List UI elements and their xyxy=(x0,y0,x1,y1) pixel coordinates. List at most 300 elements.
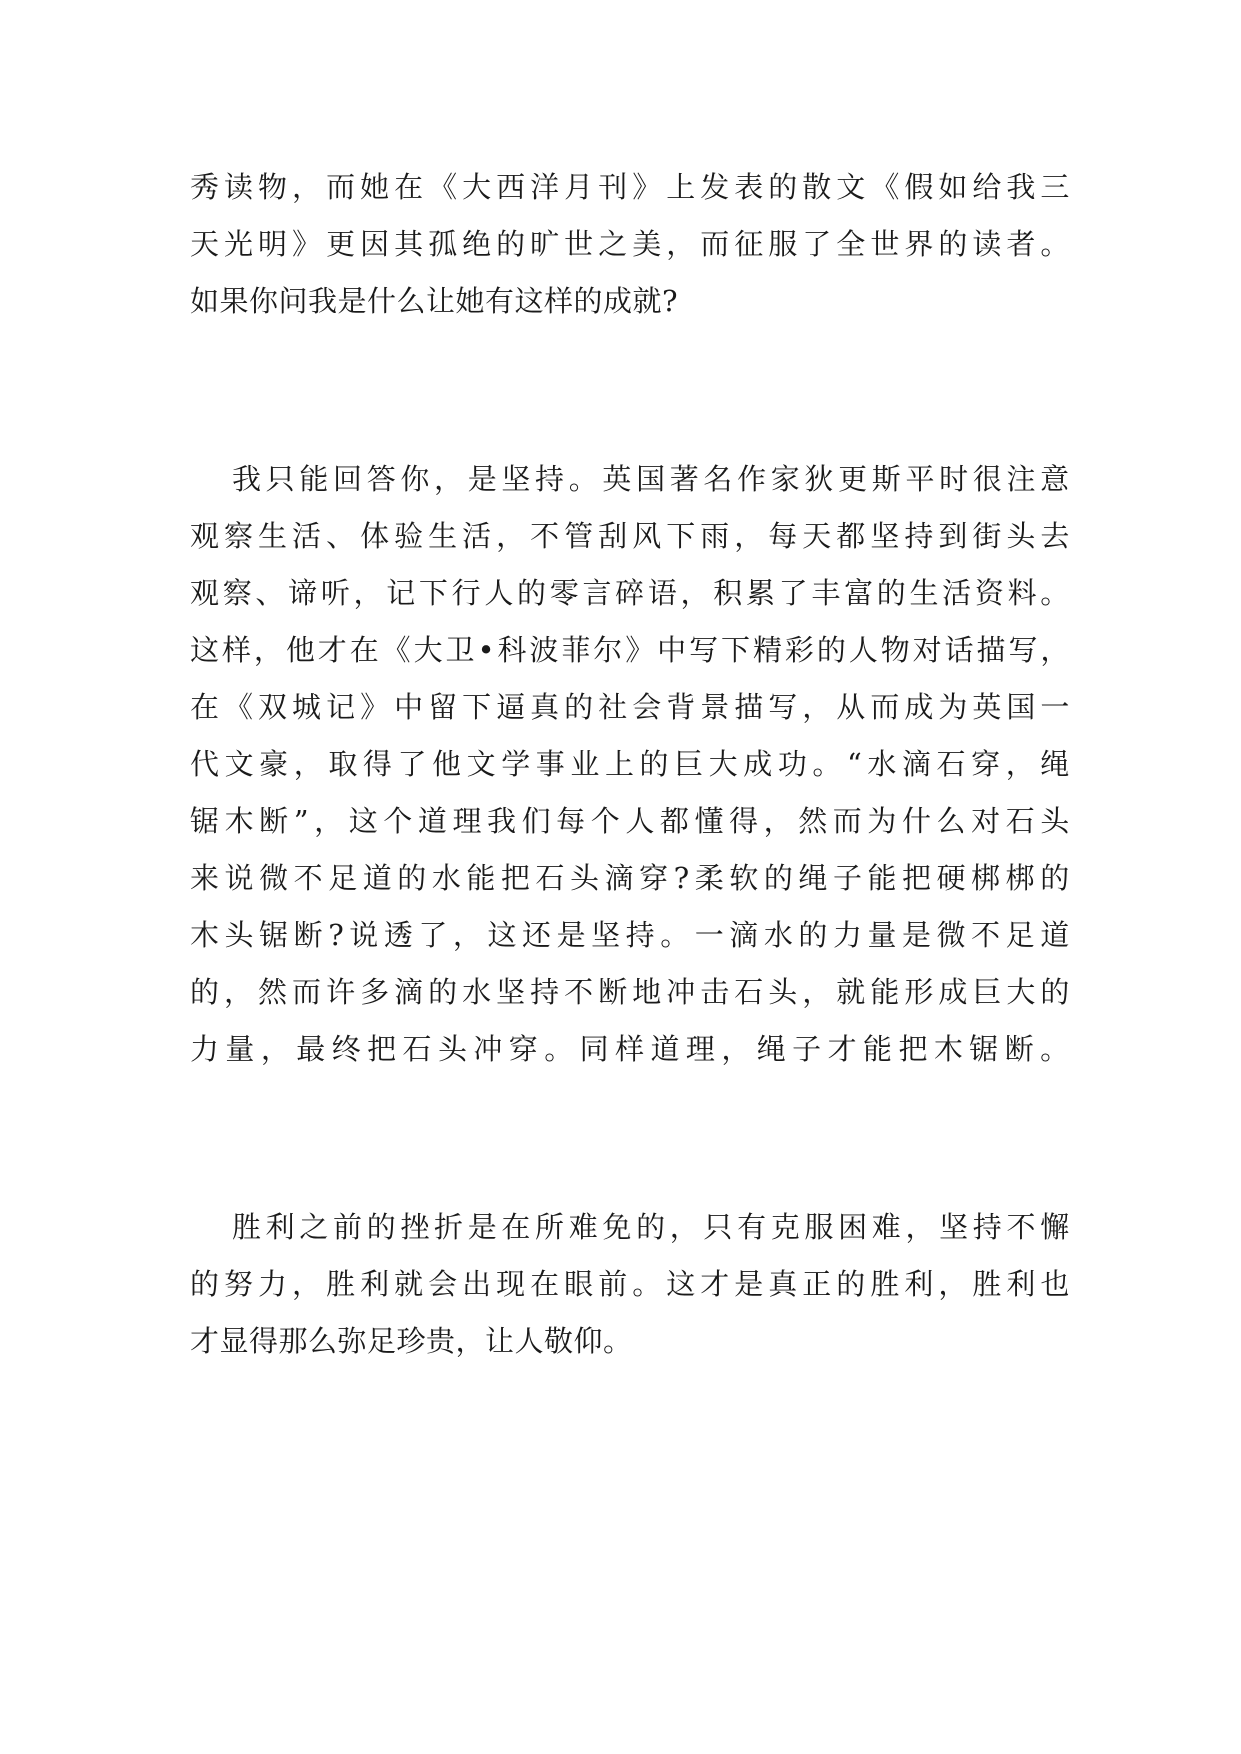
text-char: 是 xyxy=(734,1267,764,1301)
text-char: 水 xyxy=(462,975,492,1009)
text-char: 名 xyxy=(703,462,733,496)
text-char: 三 xyxy=(1040,170,1070,204)
text-char: 微 xyxy=(936,918,967,952)
text-char: 的 xyxy=(639,747,670,781)
text-char: 成 xyxy=(743,747,773,781)
text-char: 巨 xyxy=(972,975,1002,1009)
text-char: 全 xyxy=(836,227,866,261)
text-char: 会 xyxy=(428,1267,458,1301)
text-char: 梆 xyxy=(971,861,1001,895)
text-char: 察 xyxy=(224,519,254,553)
text-char: 前 xyxy=(333,1210,363,1244)
text-char: 懂 xyxy=(694,804,724,838)
text-char: ， xyxy=(292,1267,322,1301)
text-char: 头 xyxy=(1040,804,1070,838)
text-char: 力 xyxy=(832,918,863,952)
text-char: 活 xyxy=(292,519,322,553)
text-char: 道 xyxy=(417,804,448,838)
text-char: 。 xyxy=(1040,1032,1070,1066)
text-char: 难 xyxy=(871,1210,902,1244)
text-line xyxy=(190,507,1070,565)
text-char: 的 xyxy=(496,227,526,261)
text-char: 而 xyxy=(326,170,356,204)
text-char: 言 xyxy=(582,576,612,610)
text-char: ， xyxy=(496,519,526,553)
text-char: 道 xyxy=(650,1032,680,1066)
text-line xyxy=(190,621,1070,679)
text-char: 真 xyxy=(530,690,560,724)
text-char: 绳 xyxy=(756,1032,787,1066)
text-char: ， xyxy=(1040,633,1070,667)
text-char: 折 xyxy=(434,1210,464,1244)
text-char: 料 xyxy=(1007,576,1038,610)
text-char: 时 xyxy=(939,462,969,496)
text-char: 坚 xyxy=(591,918,621,952)
text-char: ， xyxy=(353,576,384,610)
text-char: 把 xyxy=(367,1032,397,1066)
text-char: 、 xyxy=(255,576,285,610)
text-char: 木 xyxy=(224,804,255,838)
text-char: ? xyxy=(328,918,345,952)
text-char: 只 xyxy=(703,1210,733,1244)
text-char: 绳 xyxy=(798,861,828,895)
text-line xyxy=(190,906,1070,964)
text-char: 下 xyxy=(418,576,449,610)
text-char: 么 xyxy=(936,804,967,838)
text-char: 滴 xyxy=(394,975,424,1009)
text-char: 利 xyxy=(360,1267,390,1301)
text-char: 真 xyxy=(768,1267,798,1301)
text-char: 石 xyxy=(734,975,764,1009)
text-char: 这 xyxy=(190,633,220,667)
text-char: 免 xyxy=(602,1210,632,1244)
text-char: 文 xyxy=(836,170,866,204)
text-char: 记 xyxy=(386,576,416,610)
text-char: 语 xyxy=(647,576,678,610)
text-char: 写 xyxy=(768,690,798,724)
text-char: 这 xyxy=(487,918,517,952)
text-char: 断 xyxy=(1004,1032,1035,1066)
text-char: 利 xyxy=(265,1210,296,1244)
text-char: 正 xyxy=(802,1267,832,1301)
text-char: ， xyxy=(669,1210,700,1244)
text-char: 留 xyxy=(428,690,458,724)
text-char: 断 xyxy=(293,918,324,952)
text-char: 头 xyxy=(768,975,798,1009)
text-char: 管 xyxy=(564,519,594,553)
text-char: 体 xyxy=(360,519,390,553)
text-char: 的 xyxy=(1040,861,1070,895)
text-char: 穿 xyxy=(639,861,669,895)
text-char: 的 xyxy=(798,918,828,952)
text-char: ， xyxy=(292,170,322,204)
text-char: 克 xyxy=(770,1210,801,1244)
text-char: 个 xyxy=(383,804,413,838)
text-char: 。 xyxy=(1040,576,1070,610)
text-char: 水 xyxy=(431,861,462,895)
text-char: 持 xyxy=(535,462,565,496)
text-char: 不 xyxy=(293,861,324,895)
text-char: 。 xyxy=(632,1267,662,1301)
text-char: 在 xyxy=(190,690,220,724)
text-char: 世 xyxy=(870,227,900,261)
text-char: 世 xyxy=(564,227,594,261)
text-char: 透 xyxy=(383,918,414,952)
text-char: ， xyxy=(721,1032,751,1066)
text-char: 的 xyxy=(564,690,594,724)
text-char: 石 xyxy=(936,747,967,781)
text-char: 的 xyxy=(397,861,427,895)
text-char: 谛 xyxy=(288,576,318,610)
text-char: ， xyxy=(938,1267,968,1301)
text-char: 。 xyxy=(568,462,599,496)
text-char: 头 xyxy=(224,918,255,952)
text-char: 累 xyxy=(745,576,776,610)
text-char: 难 xyxy=(568,1210,599,1244)
text-char: “ xyxy=(846,747,863,781)
text-char: 国 xyxy=(636,462,666,496)
text-char: 明 xyxy=(258,227,288,261)
text-char: 都 xyxy=(836,519,866,553)
text-char: 写 xyxy=(689,633,719,667)
text-char: 》 xyxy=(292,227,322,261)
text-char: 人 xyxy=(848,633,879,667)
text-char: 头 xyxy=(570,861,600,895)
text-char: 的 xyxy=(1040,975,1070,1009)
text-char: 每 xyxy=(768,519,798,553)
text-char: 很 xyxy=(972,462,1003,496)
text-char: 能 xyxy=(863,1032,893,1066)
text-char: 话 xyxy=(944,633,975,667)
text-char: 大 xyxy=(462,170,492,204)
text-char: 活 xyxy=(942,576,972,610)
text-char: 大 xyxy=(708,747,739,781)
text-char: 形 xyxy=(904,975,934,1009)
text-char: 代 xyxy=(190,747,220,781)
text-char: 中 xyxy=(394,690,424,724)
text-char: 生 xyxy=(909,576,939,610)
text-char: 因 xyxy=(360,227,390,261)
text-char: 坚 xyxy=(501,462,531,496)
text-char: 们 xyxy=(521,804,552,838)
text-char: 所 xyxy=(535,1210,565,1244)
text-char: 验 xyxy=(394,519,424,553)
text-char: 国 xyxy=(1006,690,1036,724)
text-char: 终 xyxy=(331,1032,362,1066)
text-char: 背 xyxy=(666,690,696,724)
text-char: 水 xyxy=(763,918,794,952)
text-char: 道 xyxy=(1040,918,1070,952)
text-char: 来 xyxy=(190,861,220,895)
text-char: 是 xyxy=(467,1210,498,1244)
text-char: 之 xyxy=(299,1210,329,1244)
text-char: 有 xyxy=(737,1210,767,1244)
text-char: 对 xyxy=(971,804,1001,838)
text-char: 不 xyxy=(971,918,1001,952)
text-char: 零 xyxy=(549,576,580,610)
text-char: 的 xyxy=(836,1267,866,1301)
text-line: 才显得那么弥足珍贵，让人敬仰。 xyxy=(190,1324,633,1358)
text-char: 把 xyxy=(500,861,531,895)
text-line xyxy=(232,1198,1070,1256)
text-char: 水 xyxy=(867,747,897,781)
text-char: 文 xyxy=(224,747,255,781)
text-char: ， xyxy=(802,690,832,724)
text-char: 观 xyxy=(190,519,220,553)
text-char: ， xyxy=(224,975,254,1009)
text-char: 击 xyxy=(700,975,730,1009)
text-char: 行 xyxy=(451,576,482,610)
text-char: 样 xyxy=(221,633,252,667)
text-char: 在 xyxy=(349,633,380,667)
text-char: 中 xyxy=(657,633,687,667)
text-char: 。 xyxy=(660,918,690,952)
text-char: ， xyxy=(260,1032,291,1066)
text-char: 而 xyxy=(700,227,730,261)
text-char: 柔 xyxy=(694,861,725,895)
text-char: 木 xyxy=(933,1032,964,1066)
text-char: 出 xyxy=(462,1267,492,1301)
text-char: 》 xyxy=(632,170,662,204)
text-char: ， xyxy=(452,918,483,952)
text-char: 人 xyxy=(484,576,514,610)
text-char: 每 xyxy=(556,804,586,838)
text-char: 斯 xyxy=(871,462,902,496)
text-char: 人 xyxy=(625,804,655,838)
text-char: 的 xyxy=(428,975,458,1009)
text-char: 道 xyxy=(362,861,393,895)
text-char: 力 xyxy=(258,1267,288,1301)
text-char: 回 xyxy=(333,462,363,496)
text-char: 大 xyxy=(1006,975,1036,1009)
text-char: ， xyxy=(680,576,711,610)
text-char: 上 xyxy=(666,170,696,204)
text-char: 洋 xyxy=(530,170,560,204)
text-char: ” xyxy=(293,804,310,838)
text-char: 读 xyxy=(972,227,1002,261)
text-char: 成 xyxy=(938,975,968,1009)
text-char: 社 xyxy=(598,690,628,724)
text-line xyxy=(190,215,1070,273)
text-char: 多 xyxy=(360,975,390,1009)
text-char: 在 xyxy=(394,170,424,204)
text-char: 的 xyxy=(636,1210,666,1244)
text-char: 挫 xyxy=(400,1210,430,1244)
text-char: 散 xyxy=(802,170,832,204)
text-char: 绳 xyxy=(1040,747,1070,781)
text-char: 天 xyxy=(802,519,832,553)
text-char: 懈 xyxy=(1040,1210,1070,1244)
text-char: 波 xyxy=(529,633,559,667)
text-char: 在 xyxy=(501,1210,531,1244)
text-char: 了 xyxy=(778,576,809,610)
text-char: 了 xyxy=(418,918,448,952)
text-char: 我 xyxy=(487,804,517,838)
text-char: 天 xyxy=(190,227,220,261)
text-char: 得 xyxy=(362,747,393,781)
text-char: 不 xyxy=(564,975,594,1009)
text-char: 把 xyxy=(902,861,932,895)
text-char: 木 xyxy=(190,918,220,952)
text-char: 。 xyxy=(812,747,842,781)
text-char: 下 xyxy=(666,519,696,553)
text-char: 断 xyxy=(598,975,628,1009)
text-char: 锯 xyxy=(190,804,220,838)
text-char: 头 xyxy=(437,1032,468,1066)
text-char: 持 xyxy=(972,1210,1003,1244)
text-char: 为 xyxy=(938,690,968,724)
text-char: 答 xyxy=(366,462,397,496)
text-char: 的 xyxy=(763,861,794,895)
text-char: 持 xyxy=(625,918,656,952)
text-char: 英 xyxy=(602,462,632,496)
text-char: 量 xyxy=(867,918,897,952)
text-char: 滴 xyxy=(729,918,759,952)
text-char: ， xyxy=(666,227,696,261)
text-char: 穿 xyxy=(971,747,1001,781)
text-char: 能 xyxy=(299,462,329,496)
text-char: 《 xyxy=(870,170,900,204)
text-char: 服 xyxy=(768,227,798,261)
text-char: ， xyxy=(763,804,794,838)
text-char: 一 xyxy=(1040,690,1070,724)
text-char: 足 xyxy=(1005,918,1036,952)
text-char: 》 xyxy=(625,633,655,667)
text-char: 最 xyxy=(296,1032,326,1066)
text-char: 取 xyxy=(328,747,358,781)
text-char: 石 xyxy=(402,1032,433,1066)
text-char: 文 xyxy=(466,747,497,781)
text-line xyxy=(232,450,1070,508)
text-char: 的 xyxy=(816,633,847,667)
text-char: 菲 xyxy=(561,633,591,667)
text-char: 胜 xyxy=(232,1210,262,1244)
text-char: 坚 xyxy=(939,1210,969,1244)
text-line xyxy=(190,158,1070,216)
text-char: 家 xyxy=(770,462,801,496)
text-char: 英 xyxy=(972,690,1002,724)
text-char: 坚 xyxy=(870,519,900,553)
text-char: 了 xyxy=(397,747,427,781)
text-char: 只 xyxy=(265,462,296,496)
text-char: 把 xyxy=(898,1032,928,1066)
text-char: 积 xyxy=(713,576,743,610)
text-char: 她 xyxy=(360,170,390,204)
text-char: 街 xyxy=(972,519,1002,553)
text-char: 豪 xyxy=(259,747,289,781)
text-char: 精 xyxy=(752,633,783,667)
text-char: 意 xyxy=(1040,462,1070,496)
text-char: 光 xyxy=(224,227,254,261)
text-char: 物 xyxy=(880,633,911,667)
text-char: 的 xyxy=(768,170,798,204)
text-char: 是 xyxy=(902,918,932,952)
text-char: 滴 xyxy=(901,747,932,781)
text-char: 说 xyxy=(224,861,255,895)
text-char: 发 xyxy=(700,170,730,204)
text-char: 会 xyxy=(632,690,662,724)
text-char: 假 xyxy=(904,170,934,204)
text-char: 了 xyxy=(802,227,832,261)
text-char: 如 xyxy=(938,170,968,204)
text-char: 努 xyxy=(224,1267,254,1301)
text-char: 狄 xyxy=(804,462,834,496)
text-char: 的 xyxy=(938,227,968,261)
text-char: 更 xyxy=(326,227,356,261)
text-char: 《 xyxy=(224,690,254,724)
text-char: 下 xyxy=(462,690,492,724)
text-char: 冲 xyxy=(473,1032,503,1066)
text-char: ? xyxy=(673,861,690,895)
text-char: 石 xyxy=(535,861,565,895)
text-char: 就 xyxy=(394,1267,424,1301)
text-char: 资 xyxy=(974,576,1005,610)
text-char: 巨 xyxy=(674,747,704,781)
text-char: 得 xyxy=(729,804,759,838)
text-line xyxy=(190,849,1070,907)
text-char: 眼 xyxy=(564,1267,594,1301)
text-char: 活 xyxy=(462,519,492,553)
text-char: 而 xyxy=(292,975,322,1009)
text-char: 双 xyxy=(258,690,288,724)
text-char: 旷 xyxy=(530,227,560,261)
text-line xyxy=(190,564,1070,622)
text-char: 不 xyxy=(1006,1210,1036,1244)
text-char: 胜 xyxy=(972,1267,1002,1301)
text-char: 更 xyxy=(838,462,868,496)
text-char: 景 xyxy=(700,690,730,724)
text-char: 理 xyxy=(685,1032,716,1066)
text-char: 能 xyxy=(867,861,897,895)
text-char: 去 xyxy=(1040,519,1070,553)
text-char: 的 xyxy=(190,1267,220,1301)
text-char: 微 xyxy=(259,861,289,895)
text-char: 然 xyxy=(798,804,828,838)
text-char: 、 xyxy=(326,519,356,553)
text-char: 生 xyxy=(428,519,458,553)
text-char: 梆 xyxy=(1005,861,1036,895)
text-char: 逼 xyxy=(496,690,526,724)
text-char: 尔 xyxy=(593,633,623,667)
text-line xyxy=(190,792,1070,850)
text-char: 》 xyxy=(360,690,390,724)
text-char: 事 xyxy=(535,747,566,781)
text-char: 什 xyxy=(901,804,932,838)
text-char: 著 xyxy=(669,462,700,496)
text-char: 大 xyxy=(413,633,444,667)
text-char: 观 xyxy=(190,576,220,610)
text-char: 成 xyxy=(904,690,934,724)
text-char: 孤 xyxy=(428,227,458,261)
text-char: 还 xyxy=(522,918,552,952)
text-char: 才 xyxy=(700,1267,730,1301)
text-line xyxy=(190,678,1070,736)
text-char: 理 xyxy=(452,804,482,838)
text-char: 风 xyxy=(632,519,662,553)
text-char: 石 xyxy=(1005,804,1036,838)
text-char: 业 xyxy=(570,747,600,781)
text-char: 前 xyxy=(598,1267,628,1301)
text-char: 者 xyxy=(1006,227,1036,261)
text-char: 他 xyxy=(285,633,316,667)
text-char: 刊 xyxy=(598,170,628,204)
text-char: 绝 xyxy=(462,227,492,261)
text-char: 锯 xyxy=(969,1032,999,1066)
text-char: 丰 xyxy=(811,576,841,610)
text-char: ， xyxy=(1005,747,1036,781)
text-char: 冲 xyxy=(666,975,696,1009)
text-char: 下 xyxy=(721,633,751,667)
